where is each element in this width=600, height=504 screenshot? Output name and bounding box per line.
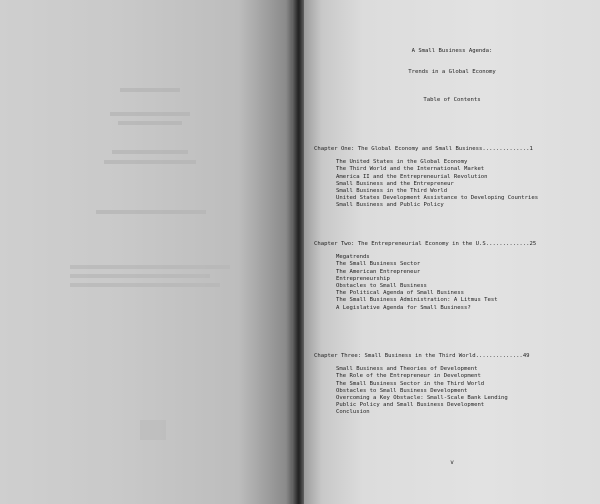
bleed-through [70, 283, 220, 287]
chapter-two [314, 241, 594, 312]
chapter-page: 1 [529, 146, 533, 152]
section-list [336, 366, 594, 416]
bleed-through [104, 160, 196, 164]
chapter-page: 25 [529, 241, 537, 247]
leader-dots: ............ [489, 241, 530, 247]
section-item: Entrepreneurship [336, 275, 390, 282]
bleed-through [140, 420, 166, 440]
bleed-through [118, 121, 182, 125]
section-item: Obstacles to Small Business [336, 283, 427, 290]
right-page [304, 0, 600, 504]
chapter-page: 49 [522, 353, 530, 359]
section-list [336, 159, 594, 209]
chapter-heading [314, 146, 594, 153]
section-item: The Role of the Entrepreneur in Development [336, 373, 481, 380]
section-item: Small Business and the Entrepreneur [336, 180, 454, 187]
bleed-through [70, 265, 230, 269]
chapter-heading [314, 241, 594, 248]
chapter-one [314, 146, 594, 210]
section-item: Small Business and Theories of Development [336, 366, 478, 373]
section-item: The Third World and the International Market [336, 166, 485, 173]
contents-heading: Table of Contents [423, 97, 481, 103]
page-number: v [450, 459, 454, 466]
section-item: Obstacles to Small Business Development [336, 387, 468, 394]
section-item: The Small Business Administration: A Litmus Test [336, 297, 498, 304]
section-list [336, 254, 594, 312]
chapter-title: Chapter Two: The Entrepreneurial Economy in the U.S. [314, 241, 490, 247]
section-item: The American Entrepreneur [336, 268, 421, 275]
left-page [0, 0, 298, 504]
section-item: Small Business and Public Policy [336, 202, 444, 209]
section-item: Overcoming a Key Obstacle: Small-Scale Bank Lending [336, 395, 508, 402]
section-item: The Small Business Sector [336, 261, 421, 268]
section-item: America II and the Entrepreneurial Revolution [336, 173, 488, 180]
section-item: A Legislative Agenda for Small Business? [336, 304, 471, 311]
section-item: The Political Agenda of Small Business [336, 290, 464, 297]
bleed-through [96, 210, 206, 214]
leader-dots: .............. [475, 353, 523, 359]
section-item: Conclusion [336, 409, 370, 416]
section-item: Public Policy and Small Business Development [336, 402, 485, 409]
bleed-through [110, 112, 190, 116]
section-item: The Small Business Sector in the Third World [336, 380, 485, 387]
section-item: The United States in the Global Economy [336, 159, 468, 166]
chapter-title: Chapter One: The Global Economy and Small Business [314, 146, 483, 152]
bleed-through [120, 88, 180, 92]
bleed-through [112, 150, 188, 154]
section-item: Small Business in the Third World [336, 188, 448, 195]
chapter-three [314, 353, 594, 417]
section-item: United States Development Assistance to Developing Countries [336, 195, 539, 202]
bleed-through [70, 274, 210, 278]
book-title: A Small Business Agenda: [411, 48, 493, 54]
chapter-heading [314, 353, 594, 360]
leader-dots: .............. [482, 146, 530, 152]
book-subtitle: Trends in a Global Economy [408, 69, 496, 75]
chapter-title: Chapter Three: Small Business in the Third World [314, 353, 476, 359]
section-item: Megatrends [336, 254, 370, 261]
